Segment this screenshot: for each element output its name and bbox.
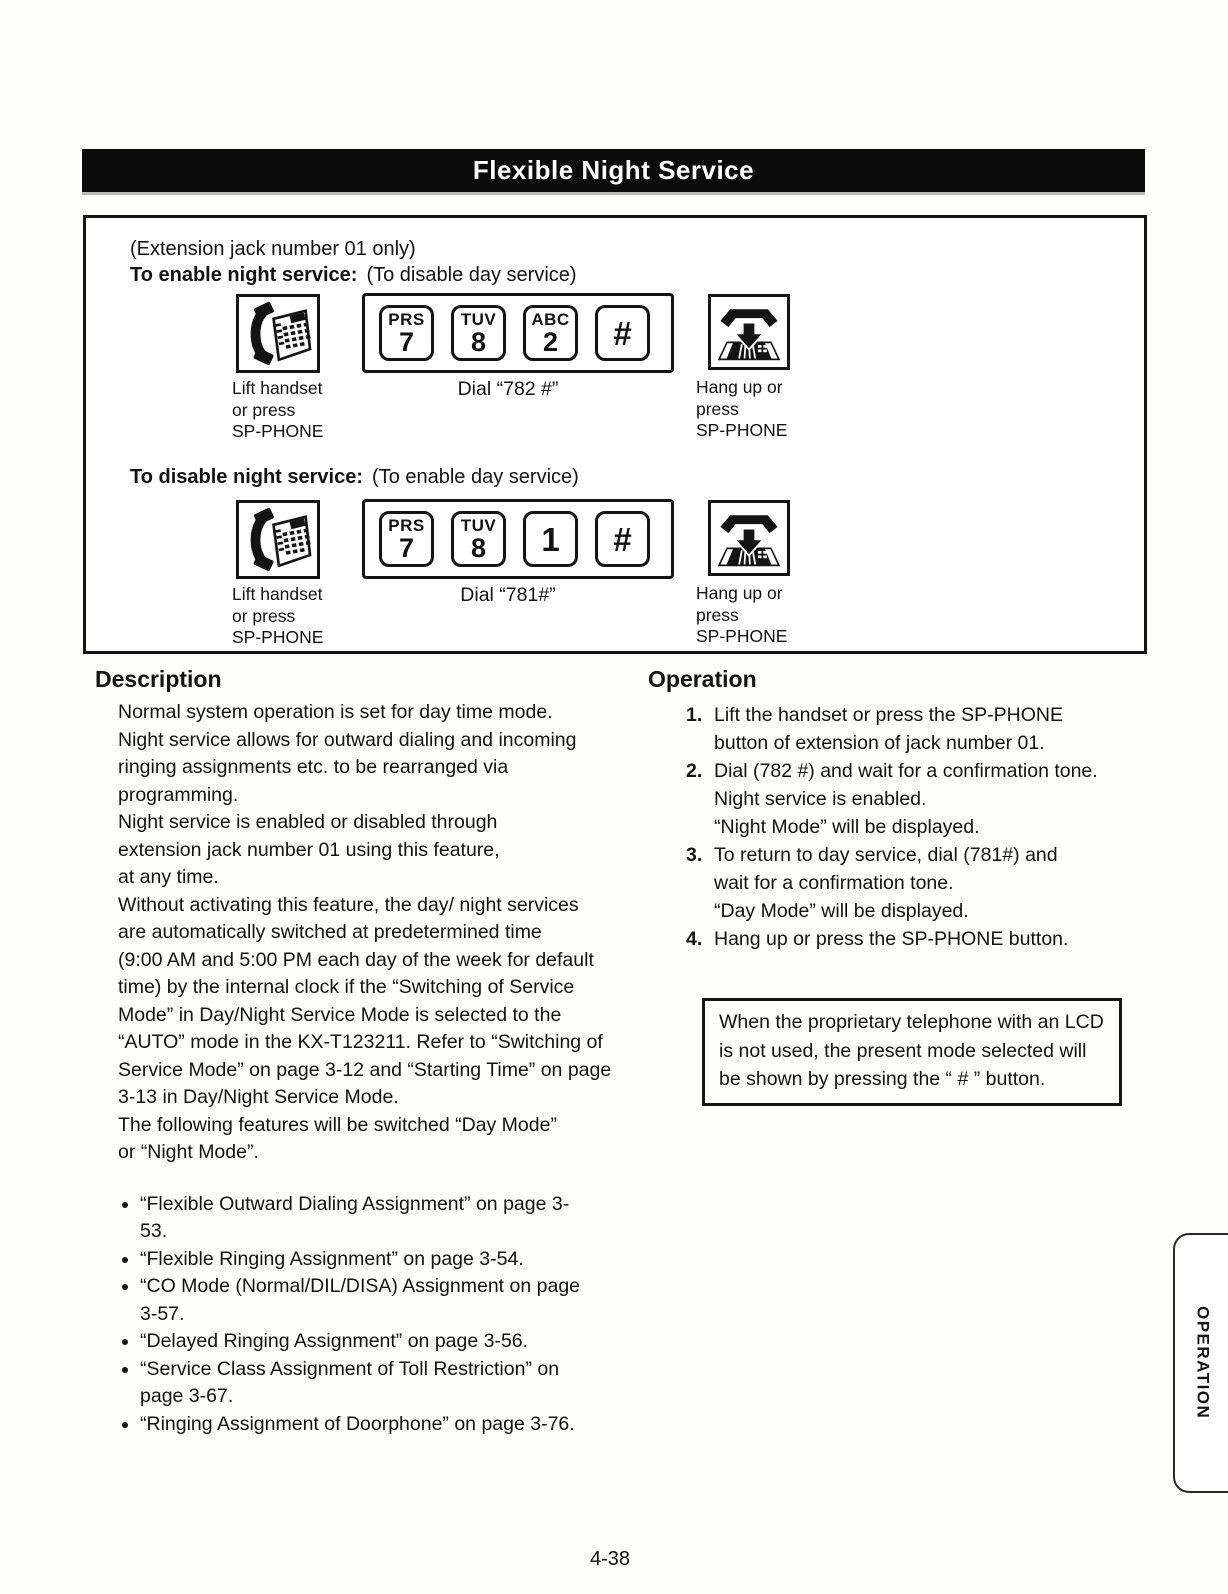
text-line: Night service is enabled or disabled through <box>118 811 498 833</box>
operation-heading: Operation <box>648 666 757 692</box>
text-line: Night service is enabled. <box>714 788 927 810</box>
key-digit: 1 <box>541 520 560 558</box>
text-line: The following features will be switched “Day Mode” <box>118 1113 557 1136</box>
operation-step <box>648 757 1148 841</box>
text-line: Hang up or <box>696 377 783 397</box>
text-line: • “Service Class Assignment of Toll Restriction” on page 3-67. <box>140 1356 595 1411</box>
text-line: Hang up or press the SP-PHONE button. <box>714 928 1069 950</box>
telephone-lift-graphic <box>243 301 313 366</box>
text-line: “AUTO” mode in the KX-T123211. Refer to “Switching of <box>118 1031 603 1053</box>
text-line: • “Delayed Ringing Assignment” on page 3-56. <box>140 1328 595 1356</box>
text-line: press <box>696 398 739 419</box>
text-line: or “Night Mode”. <box>118 1141 259 1163</box>
procedure-box <box>83 215 1147 654</box>
text-line: • “Flexible Outward Dialing Assignment” on page 3-53. <box>140 1191 595 1246</box>
text-line: or press <box>232 605 296 626</box>
keypad-group <box>362 293 674 373</box>
dial-key-pound <box>595 305 650 361</box>
step-number: 3. <box>686 844 703 866</box>
text-line: Lift handset <box>232 584 323 604</box>
dial-caption: Dial “781#” <box>460 584 556 606</box>
text-line: “Night Mode” will be displayed. <box>714 816 980 838</box>
lift-handset-icon <box>236 294 320 373</box>
text-line: To return to day service, dial (781#) and <box>714 844 1058 866</box>
text-line: at any time. <box>118 866 219 888</box>
dial-caption: Dial “782 #” <box>457 378 559 400</box>
text-line: SP-PHONE <box>696 420 788 440</box>
description-heading: Description <box>95 666 222 692</box>
step-text <box>714 925 1068 953</box>
step-number: 4. <box>686 928 703 950</box>
text-line: When the proprietary telephone with an LCD <box>719 1011 1104 1033</box>
dial-key-pound <box>595 511 650 567</box>
text-line: Lift handset <box>232 378 323 398</box>
lift-handset-caption <box>232 378 323 443</box>
lift-handset-icon <box>236 500 320 579</box>
enable-night-heading <box>130 264 577 287</box>
hang-up-caption <box>696 377 787 442</box>
text-line: wait for a confirmation tone. <box>714 872 954 894</box>
key-digit: 7 <box>398 532 415 563</box>
text-line: press <box>696 604 739 625</box>
heading-rest: (To enable day service) <box>372 466 579 488</box>
text-line: button of extension of jack number 01. <box>714 732 1045 754</box>
key-digit: 2 <box>542 326 559 357</box>
text-line: Service Mode” on page 3-12 and “Starting Time” on page <box>118 1058 612 1081</box>
text-line: 3-13 in Day/Night Service Mode. <box>118 1086 399 1108</box>
page-title: Flexible Night Service <box>472 155 755 185</box>
text-line: Dial (782 #) and wait for a confirmation tone. <box>714 760 1098 782</box>
feature-bullet-list <box>119 1191 595 1439</box>
hang-up-icon <box>708 500 790 576</box>
heading-bold: To enable night service: <box>130 264 358 286</box>
heading-rest: (To disable day service) <box>366 264 577 286</box>
operation-step <box>648 925 1148 953</box>
key-letters: PRS <box>388 515 425 535</box>
dial-key-8 <box>451 305 506 361</box>
key-digit: # <box>613 520 632 558</box>
text-line: • “Flexible Ringing Assignment” on page 3-54. <box>140 1246 595 1274</box>
key-letters: ABC <box>531 309 570 329</box>
key-letters: TUV <box>460 309 497 329</box>
text-line: programming. <box>118 783 239 806</box>
dial-key-2 <box>523 305 578 361</box>
text-line: SP-PHONE <box>232 421 324 441</box>
lift-handset-caption <box>232 584 323 649</box>
step-text <box>714 841 1058 925</box>
telephone-lift-graphic <box>243 507 313 572</box>
text-line: Without activating this feature, the day/ night services <box>118 893 579 916</box>
text-line: ringing assignments etc. to be rearranged via <box>118 756 509 778</box>
key-digit: # <box>613 314 632 352</box>
page-number: 4-38 <box>590 1548 631 1570</box>
side-tab-label: OPERATION <box>1193 1306 1213 1420</box>
lcd-note-box <box>702 998 1122 1106</box>
hang-up-caption <box>696 583 787 648</box>
step-text <box>714 757 1098 841</box>
text-line: Hang up or <box>696 583 783 603</box>
key-digit: 7 <box>398 326 415 357</box>
text-line: Mode” in Day/Night Service Mode is selected to the <box>118 1003 562 1026</box>
step-text <box>714 701 1063 757</box>
heading-bold: To disable night service: <box>130 466 364 488</box>
hang-up-icon <box>708 294 790 370</box>
key-digit: 8 <box>470 326 487 357</box>
key-digit: 8 <box>470 532 487 563</box>
keypad-group <box>362 499 674 579</box>
description-section <box>95 666 635 1438</box>
text-line: is not used, the present mode selected will <box>719 1039 1087 1062</box>
step-number: 2. <box>686 760 703 782</box>
operation-steps <box>648 701 1148 953</box>
text-line: are automatically switched at predetermined time <box>118 921 542 943</box>
key-letters: PRS <box>388 309 425 329</box>
side-tab-operation <box>1173 1233 1228 1493</box>
text-line: be shown by pressing the “ # ” button. <box>719 1068 1046 1090</box>
key-letters: TUV <box>460 515 497 535</box>
operation-section <box>648 666 1148 1106</box>
telephone-hangup-graphic <box>715 301 783 364</box>
text-line: • “CO Mode (Normal/DIL/DISA) Assignment on page 3-57. <box>140 1273 595 1328</box>
text-line: Normal system operation is set for day time mode. <box>118 701 553 723</box>
text-line: Night service allows for outward dialing and incoming <box>118 728 577 751</box>
dial-key-8 <box>451 511 506 567</box>
operation-step <box>648 841 1148 925</box>
text-line: SP-PHONE <box>696 626 788 646</box>
text-line: “Day Mode” will be displayed. <box>714 900 969 922</box>
operation-step <box>648 701 1148 757</box>
text-line: SP-PHONE <box>232 627 324 647</box>
dial-key-1 <box>523 511 578 567</box>
section-title-bar <box>82 149 1145 192</box>
text-line: (9:00 AM and 5:00 PM each day of the week for default <box>118 948 594 971</box>
text-line: • “Ringing Assignment of Doorphone” on page 3-76. <box>140 1411 595 1439</box>
step-number: 1. <box>686 704 703 726</box>
jack-note: (Extension jack number 01 only) <box>130 238 416 260</box>
text-line: time) by the internal clock if the “Switching of Service <box>118 976 575 998</box>
description-text <box>118 699 635 1167</box>
telephone-hangup-graphic <box>715 507 783 570</box>
text-line: or press <box>232 399 296 420</box>
disable-night-heading <box>130 466 579 489</box>
dial-key-7 <box>379 305 434 361</box>
text-line: extension jack number 01 using this feature, <box>118 838 500 861</box>
dial-key-7 <box>379 511 434 567</box>
text-line: Lift the handset or press the SP-PHONE <box>714 704 1064 726</box>
